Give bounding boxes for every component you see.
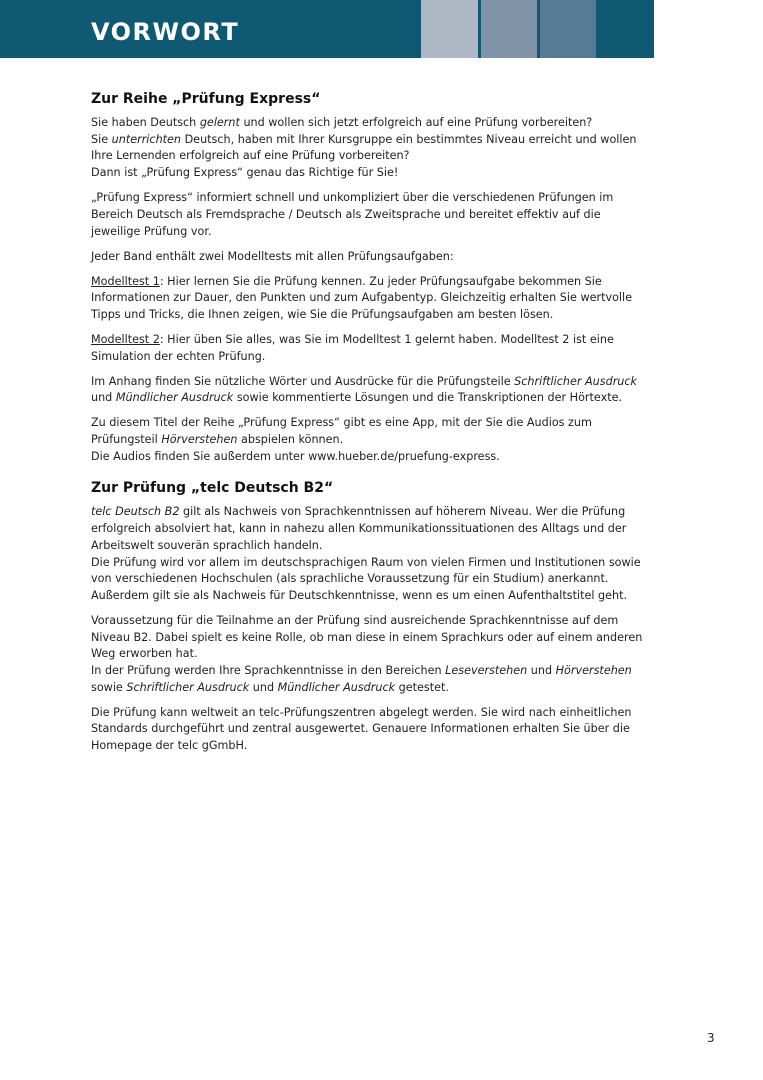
modelltest-1-label: Modelltest 1 [91, 274, 160, 288]
page-title: VORWORT [91, 18, 240, 46]
exam-description-paragraph: telc Deutsch B2 gilt als Nachweis von Sprachkenntnissen auf höherem Niveau. Wer die Prüfung erfolgreich absolviert hat, kann in nahezu allen Kommunikationssituationen des Alltags und der Arbeitswelt souverän sprachlich handeln. Die Prüfung wird vor allem im deutschsprachigen Raum von vielen Firmen und Institutionen sowie von verschiedenen Hochschulen (als sprachliche Voraussetzung für ein Studium) anerkannt. Außerdem gilt sie als Nachweis für Deutschkenntnisse, wenn es um einen Aufenthaltstitel geht. [91, 505, 641, 602]
appendix-paragraph: Im Anhang finden Sie nützliche Wörter und Ausdrücke für die Prüfungsteile Schriftlicher Ausdruck und Mündlicher Ausdruck sowie kommentierte Lösungen und die Transkriptionen der Hörtexte. [91, 374, 638, 405]
header-color-block-2 [481, 0, 537, 58]
modelltest-2-paragraph: Modelltest 2: Hier üben Sie alles, was Sie im Modelltest 1 gelernt haben. Modelltest 2 ist eine Simulation der echten Prüfung. [91, 332, 614, 363]
header-color-block-1 [421, 0, 478, 58]
modelltests-intro: Jeder Band enthält zwei Modelltests mit allen Prüfungsaufgaben: [91, 249, 454, 263]
section-heading-series: Zur Reihe „Prüfung Express“ [91, 91, 321, 107]
main-content [91, 90, 651, 763]
modelltest-2-label: Modelltest 2 [91, 332, 160, 346]
modelltest-1-paragraph: Modelltest 1: Hier lernen Sie die Prüfung kennen. Zu jeder Prüfungsaufgabe bekommen Sie Informationen zur Dauer, den Punkten und zum Aufgabentyp. Gleichzeitig erhalten Sie wertvolle Tipps und Tricks, die Ihnen zeigen, wie Sie die Prüfungsaufgaben am besten lösen. [91, 274, 633, 321]
exam-centers-paragraph: Die Prüfung kann weltweit an telc-Prüfungszentren abgelegt werden. Sie wird nach einheitlichen Standards durchgeführt und zentral ausgewertet. Genauere Informationen erhalten Sie über die Homepage der telc gGmbH. [91, 705, 632, 753]
header-color-block-3 [540, 0, 596, 58]
section-heading-exam: Zur Prüfung „telc Deutsch B2“ [91, 480, 334, 497]
intro-paragraph: Sie haben Deutsch gelernt und wollen sich jetzt erfolgreich auf eine Prüfung vorbereiten? Sie unterrichten Deutsch, haben mit Ihrer Kursgruppe ein bestimmtes Niveau erreicht und wollen Ihre Lernenden erfolgreich auf eine Prüfung vorbereiten? Dann ist „Prüfung Express“ genau das Richtige für Sie! [91, 116, 637, 180]
page-number: 3 [707, 1031, 715, 1045]
series-description: „Prüfung Express“ informiert schnell und unkompliziert über die verschiedenen Prüfungen im Bereich Deutsch als Fremdsprache / Deutsch als Zweitsprache und bereitet effektiv auf die jeweilige Prüfung vor. [91, 191, 614, 238]
exam-requirements-paragraph: Voraussetzung für die Teilnahme an der Prüfung sind ausreichende Sprachkenntnisse auf dem Niveau B2. Dabei spielt es keine Rolle, ob man diese in einem Sprachkurs oder auf einem anderen Weg erworben hat. In der Prüfung werden Ihre Sprachkenntnisse in den Bereichen Leseverstehen und Hörverstehen sowie Schriftlicher Ausdruck und Mündlicher Ausdruck getestet. [91, 613, 643, 694]
app-audio-paragraph: Zu diesem Titel der Reihe „Prüfung Express“ gibt es eine App, mit der Sie die Audios zum Prüfungsteil Hörverstehen abspielen können. Die Audios finden Sie außerdem unter www.hueber.de/pruefung-express. [91, 416, 592, 463]
